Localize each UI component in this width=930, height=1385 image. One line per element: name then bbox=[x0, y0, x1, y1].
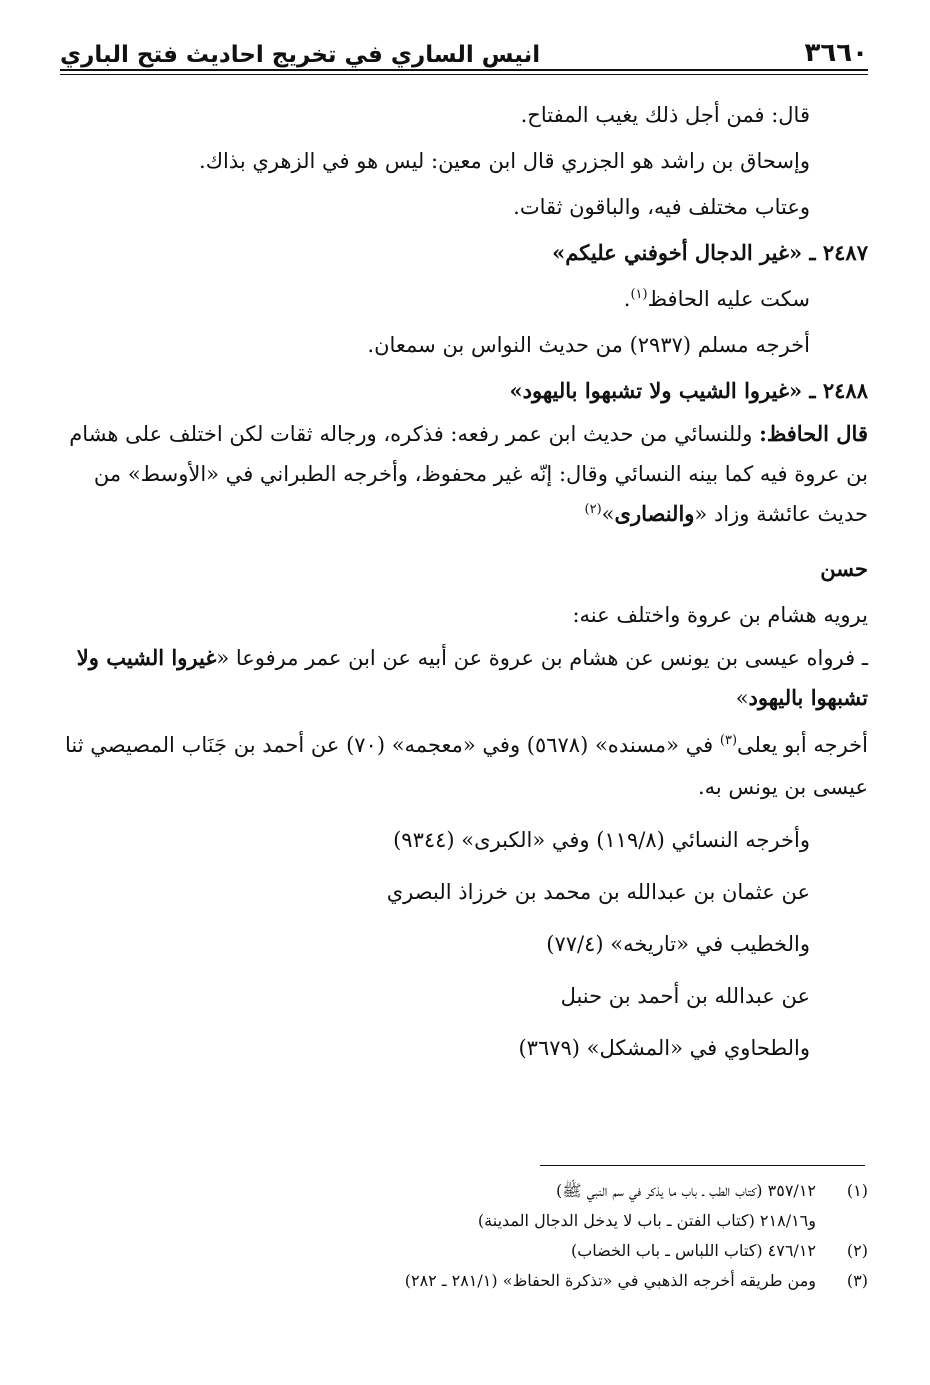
abu-yala-line: أخرجه أبو يعلى$^{(٣)}$ في «مسنده» (٥٦٧٨) وفي «معجمه» (٧٠) عن أحمد بن جَنَاب المصيصي ثنا عيسى بن يونس به. bbox=[64, 733, 868, 799]
hadith-heading-2488: ٢٤٨٨ ـ «غيروا الشيب ولا تشبهوا باليهود» bbox=[509, 378, 868, 403]
footnote-ref-1: (١) bbox=[630, 287, 648, 302]
riwaya-line: ـ فرواه عيسى بن يونس عن هشام بن عروة عن أبيه عن ابن عمر مرفوعا «غيروا الشيب ولا تشبهوا باليهود» bbox=[76, 645, 868, 710]
footnote-number: (٢) bbox=[846, 1241, 868, 1260]
intro-line: يرويه هشام بن عروة واختلف عنه: bbox=[572, 603, 868, 627]
footnote bbox=[60, 1266, 868, 1296]
main-text bbox=[60, 92, 868, 1074]
header-rule-thin bbox=[60, 74, 868, 75]
footnote bbox=[60, 1206, 868, 1236]
takhrij-2487: أخرجه مسلم (٢٩٣٧) من حديث النواس بن سمعان. bbox=[367, 333, 810, 357]
silence-note: سكت عليه الحافظ$^{(١)}$. bbox=[623, 287, 810, 311]
footnote-ref-3: (٣) bbox=[719, 733, 738, 748]
running-title: انيس الساري في تخريج احاديث فتح الباري bbox=[60, 42, 541, 68]
paragraph: وإسحاق بن راشد هو الجزري قال ابن معين: ليس هو في الزهري بذاك. bbox=[199, 149, 810, 173]
footnote-text: و٢١٨/١٦ (كتاب الفتن ـ باب لا يدخل الدجال المدينة) bbox=[477, 1211, 816, 1230]
footnote-text: ٤٧٦/١٢ (كتاب اللباس ـ باب الخضاب) bbox=[570, 1241, 816, 1260]
paragraph: قال: فمن أجل ذلك يغيب المفتاح. bbox=[520, 103, 810, 127]
footnotes bbox=[60, 1176, 868, 1296]
footnote-number bbox=[816, 1206, 868, 1236]
source-line: وأخرجه النسائي (١١٩/٨) وفي «الكبرى» (٩٣٤٤) bbox=[393, 828, 810, 852]
source-line: عن عثمان بن عبدالله بن محمد بن خرزاذ البصري bbox=[386, 880, 810, 904]
hafiz-comment: قال الحافظ: وللنسائي من حديث ابن عمر رفعه: فذكره، ورجاله ثقات لكن اختلف على هشام بن عروة فيه كما بينه النسائي وقال: إنّه غير محفوظ، وأخرجه الطبراني في «الأوسط» من حديث عائشة وزاد «والنصارى»$^{(٢)}$ bbox=[69, 421, 868, 526]
footnote-ref-2: (٢) bbox=[584, 502, 602, 517]
footnote-number: (١) bbox=[846, 1181, 868, 1200]
page-number: ٣٦٦٠ bbox=[804, 38, 868, 68]
header-rule-thick bbox=[60, 69, 868, 71]
source-line: والخطيب في «تاريخه» (٧٧/٤) bbox=[546, 932, 810, 956]
footnote bbox=[60, 1176, 868, 1206]
hafiz-label: قال الحافظ: bbox=[759, 421, 868, 446]
paragraph: وعتاب مختلف فيه، والباقون ثقات. bbox=[513, 195, 810, 219]
source-line: والطحاوي في «المشكل» (٣٦٧٩) bbox=[518, 1036, 810, 1060]
page-header bbox=[60, 34, 868, 68]
footnote-number: (٣) bbox=[846, 1271, 868, 1290]
footnote bbox=[60, 1236, 868, 1266]
footnote-separator bbox=[540, 1165, 865, 1166]
grade: حسن bbox=[820, 556, 868, 581]
hadith-heading-2487: ٢٤٨٧ ـ «غير الدجال أخوفني عليكم» bbox=[552, 240, 868, 265]
footnote-text: ٣٥٧/١٢ (كتاب الطب ـ باب ما يذكر في سم النبي ﷺ) bbox=[556, 1181, 816, 1200]
footnote-text: ومن طريقه أخرجه الذهبي في «تذكرة الحفاظ» (٢٨١/١ ـ ٢٨٢) bbox=[404, 1271, 816, 1290]
source-line: عن عبدالله بن أحمد بن حنبل bbox=[560, 984, 810, 1008]
